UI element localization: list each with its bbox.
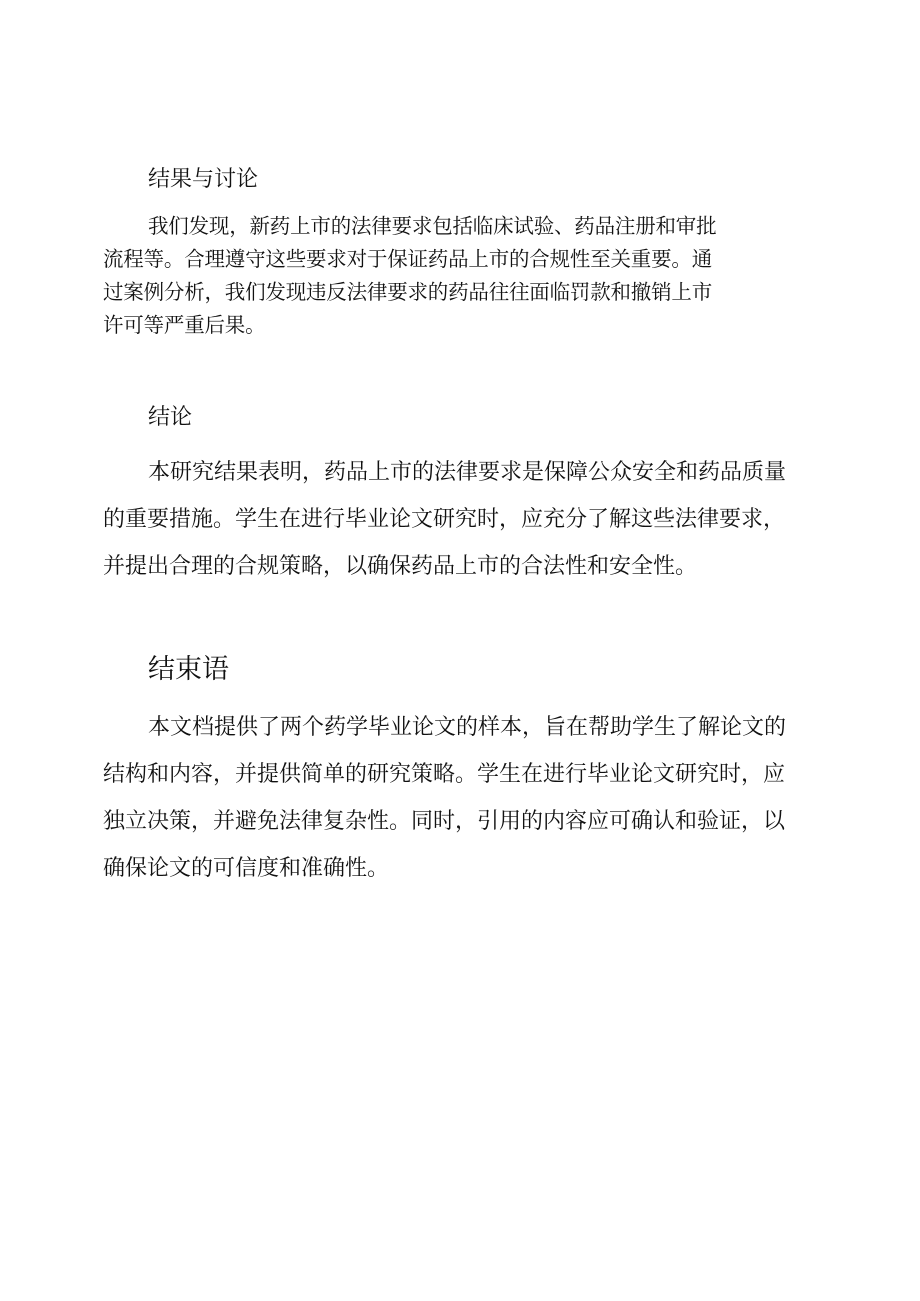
section-results-discussion bbox=[103, 165, 828, 342]
section-closing-remarks bbox=[103, 652, 828, 892]
paragraph-line: 的重要措施。学生在进行毕业论文研究时，应充分了解这些法律要求， bbox=[103, 507, 786, 532]
paragraph-line: 并提出合理的合规策略，以确保药品上市的合法性和安全性。 bbox=[103, 554, 698, 579]
paragraph-line: 我们发现，新药上市的法律要求包括临床试验、药品注册和审批 bbox=[148, 214, 717, 238]
paragraph-line: 本文档提供了两个药学毕业论文的样本，旨在帮助学生了解论文的 bbox=[148, 715, 787, 740]
section-paragraph bbox=[103, 449, 828, 590]
paragraph-line: 过案例分析，我们发现违反法律要求的药品往往面临罚款和撤销上市 bbox=[103, 280, 712, 304]
paragraph-line: 许可等严重后果。 bbox=[103, 313, 266, 337]
section-paragraph bbox=[103, 704, 828, 892]
paragraph-line: 流程等。合理遵守这些要求对于保证药品上市的合规性至关重要。通 bbox=[103, 247, 712, 271]
paragraph-line: 结构和内容，并提供简单的研究策略。学生在进行毕业论文研究时，应 bbox=[103, 762, 786, 787]
section-paragraph bbox=[103, 210, 828, 342]
section-heading: 结论 bbox=[148, 405, 193, 430]
paragraph-line: 本研究结果表明，药品上市的法律要求是保障公众安全和药品质量 bbox=[148, 460, 787, 485]
section-heading: 结束语 bbox=[148, 654, 229, 685]
section-heading: 结果与讨论 bbox=[148, 167, 259, 192]
section-conclusion bbox=[103, 403, 828, 590]
paragraph-line: 确保论文的可信度和准确性。 bbox=[103, 856, 390, 881]
paragraph-line: 独立决策，并避免法律复杂性。同时，引用的内容应可确认和验证，以 bbox=[103, 809, 786, 834]
